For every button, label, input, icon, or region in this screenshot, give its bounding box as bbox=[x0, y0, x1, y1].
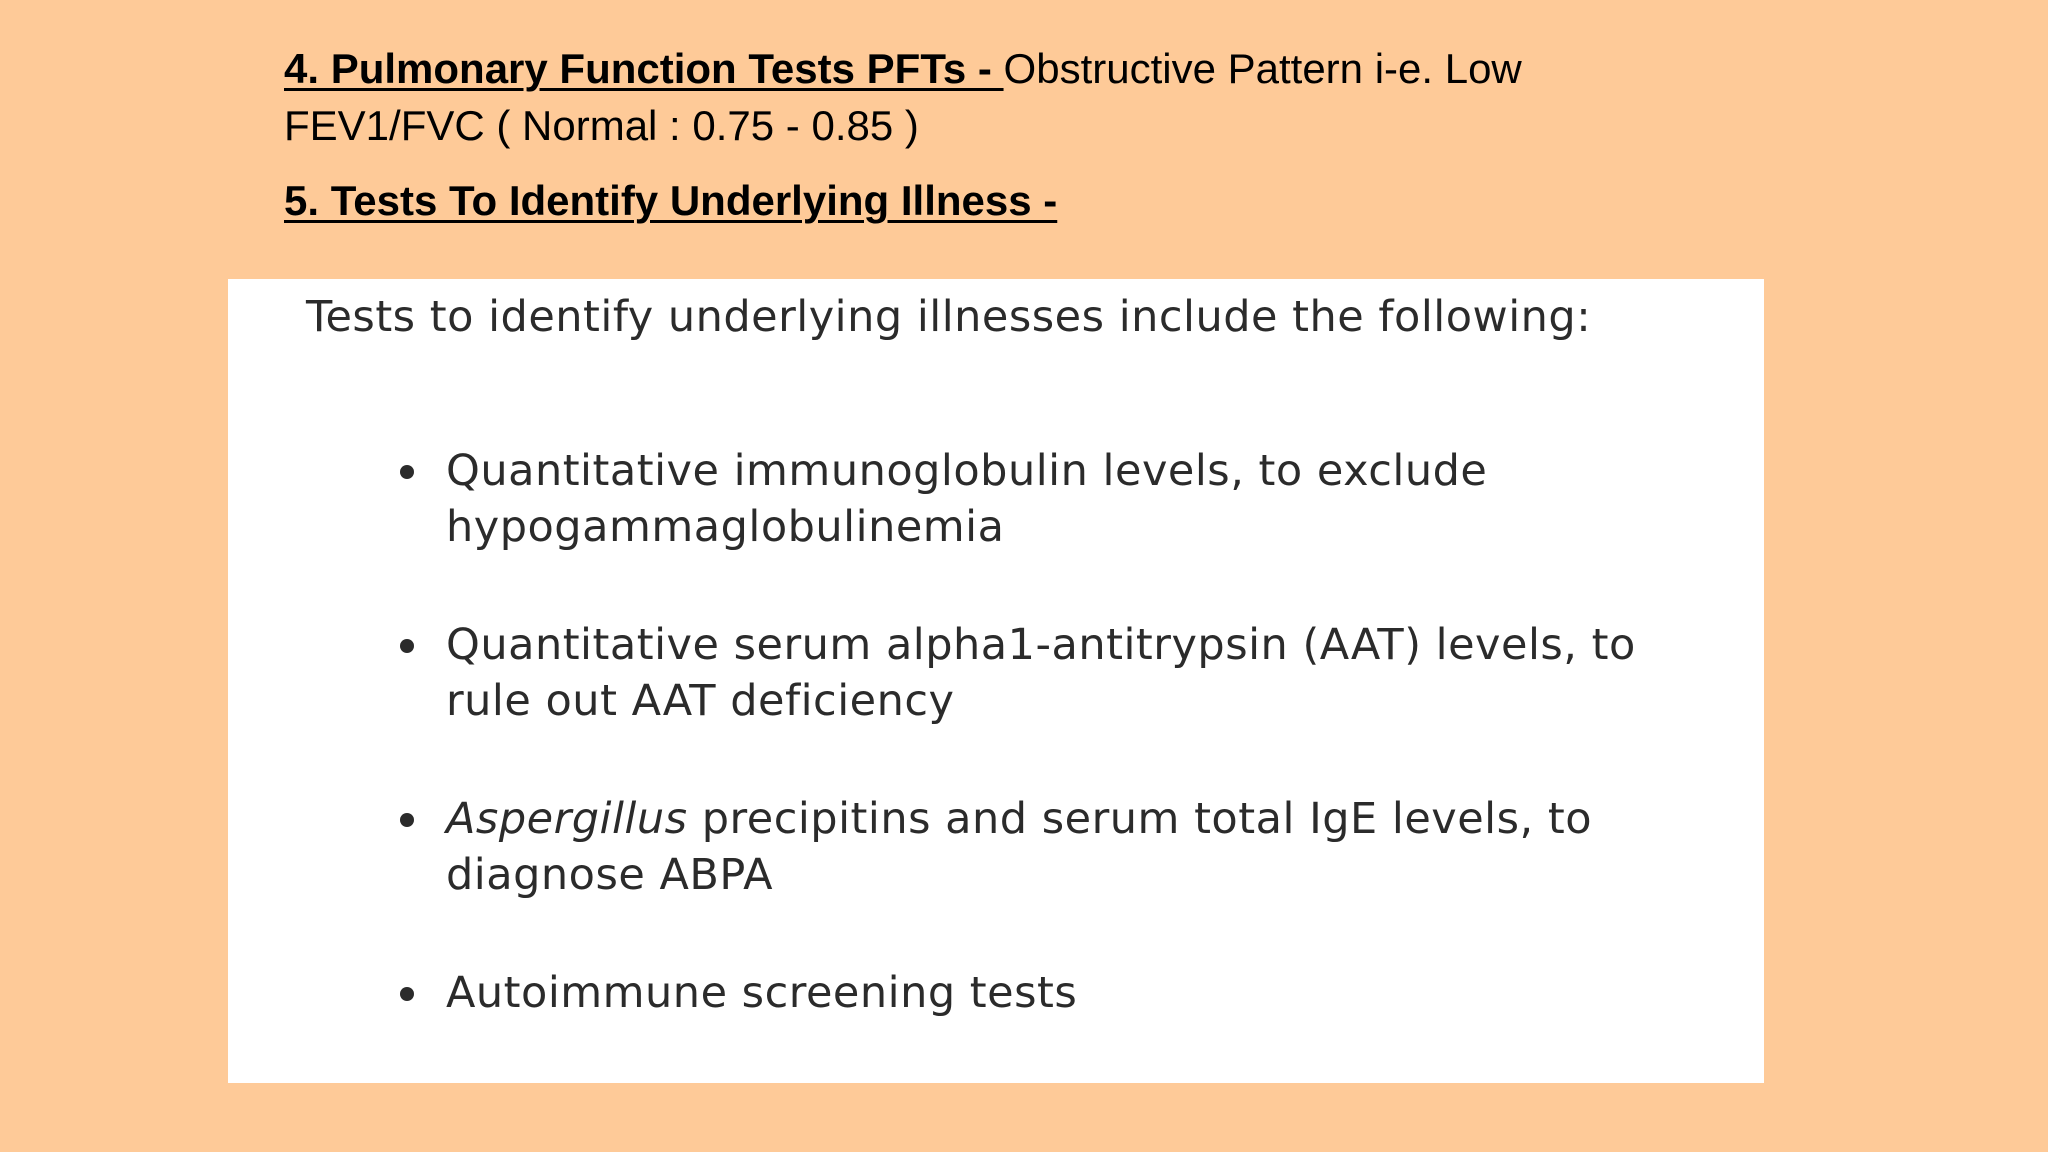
list-item bbox=[306, 791, 1726, 903]
bullet-icon bbox=[400, 987, 414, 1001]
list-item-text: Quantitative immunoglobulin levels, to exclude hypogammaglobulinemia bbox=[446, 446, 1488, 552]
section-4-heading: 4. Pulmonary Function Tests PFTs - bbox=[284, 45, 1004, 92]
bullet-icon bbox=[400, 639, 414, 653]
bullet-icon bbox=[400, 465, 414, 479]
list-item-italic-text: Aspergillus bbox=[446, 794, 688, 844]
list-item-text: precipitins and serum total IgE levels, to diagnose ABPA bbox=[446, 794, 1593, 900]
bullet-icon bbox=[400, 813, 414, 827]
section-5-paragraph bbox=[284, 172, 1684, 229]
section-5-heading: 5. Tests To Identify Underlying Illness - bbox=[284, 177, 1058, 224]
section-4-text: Obstructive Pattern i-e. Low FEV1/FVC ( Normal : 0.75 - 0.85 ) bbox=[284, 45, 1522, 149]
list-item-text: Quantitative serum alpha1-antitrypsin (AAT) levels, to rule out AAT deficiency bbox=[446, 620, 1636, 726]
list-item bbox=[306, 965, 1726, 1021]
list-item bbox=[306, 443, 1726, 555]
tests-intro: Tests to identify underlying illnesses include the following: bbox=[306, 292, 1592, 342]
section-4-paragraph bbox=[284, 40, 1684, 154]
tests-image-box bbox=[228, 279, 1764, 1083]
list-item-text: Autoimmune screening tests bbox=[446, 968, 1078, 1018]
list-item bbox=[306, 617, 1726, 729]
slide-text-block bbox=[284, 40, 1684, 229]
tests-list bbox=[306, 443, 1726, 1083]
